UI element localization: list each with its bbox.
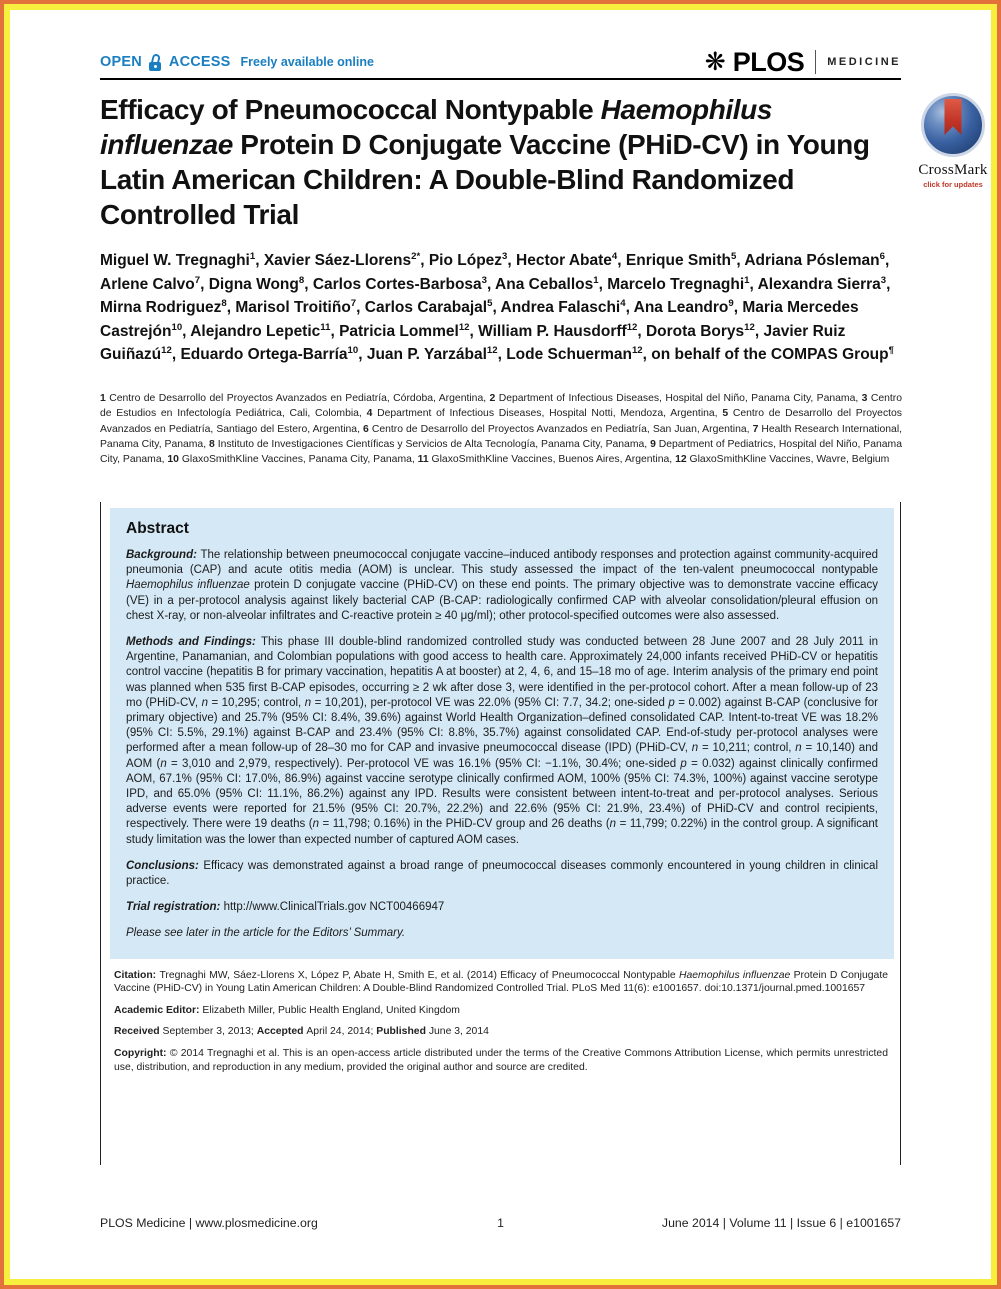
plos-wordmark: PLOS (732, 46, 805, 77)
academic-editor-text: Academic Editor: Elizabeth Miller, Public Health England, United Kingdom (114, 1004, 460, 1016)
abstract-heading: Abstract (126, 520, 189, 537)
citation-block (101, 967, 900, 1075)
article-title: Efficacy of Pneumococcal Nontypable Haemophilus influenzae Protein D Conjugate Vaccine (PHiD-CV) in Young Latin American Children: A Double-Blind Randomized Controlled Trial (100, 94, 870, 230)
crossmark-ribbon-icon (945, 99, 962, 135)
author-list: Miguel W. Tregnaghi$^1$, Xavier Sáez-Llorens$^{2*}$, Pio López$^3$, Hector Abate$^4$, Enrique Smith$^5$, Adriana Pósleman$^6$, Arlene Calvo$^7$, Digna Wong$^8$, Carlos Cortes-Barbosa$^3$, Ana Ceballos$^1$, Marcelo Tregnaghi$^1$, Alexandra Sierra$^3$, Mirna Rodriguez$^8$, Marisol Troitiño$^7$, Carlos Carabajal$^5$, Andrea Falaschi$^4$, Ana Leandro$^9$, Maria Mercedes Castrejón$^{10}$, Alejandro Lepetic$^{11}$, Patricia Lommel$^{12}$, William P. Hausdorff$^{12}$, Dorota Borys$^{12}$, Javier Ruiz Guiñazú$^{12}$, Eduardo Ortega-Barría$^{10}$, Juan P. Yarzábal$^{12}$, Lode Schuerman$^{12}$, on behalf of the COMPAS Group¶ (100, 250, 894, 363)
dates-text: Received September 3, 2013; Accepted April 24, 2014; Published June 3, 2014 (114, 1026, 489, 1038)
open-access-access-label: ACCESS (168, 54, 231, 70)
footer-journal: PLOS Medicine | www.plosmedicine.org (100, 1216, 318, 1230)
content-frame (100, 502, 901, 1165)
footer-page-number: 1 (497, 1216, 504, 1230)
plos-sunburst-icon: ❋ (704, 47, 726, 76)
footer-issue-info: June 2014 | Volume 11 | Issue 6 | e1001657 (661, 1216, 901, 1230)
abstract-methods: Methods and Findings: This phase III double-blind randomized controlled study was conducted between 28 June 2007 and 28 July 2011 in Argentine, Panamanian, and Colombian populations with good access to health care. Approximately 24,000 infants received PHiD-CV or hepatitis control vaccine (hepatitis B for primary vaccination, hepatitis A at booster) at 2, 4, 6, and 15–18 mo of age. Interim analysis of the primary end point was planned when 535 first B-CAP episodes, occurring ≥ 2 wk after dose 3, were identified in the per-protocol cohort. After a mean follow-up of 23 mo (PHiD-CV, n = 10,295; control, n = 10,201), per-protocol VE was 22.0% (95% CI: 7.7, 34.2; one-sided p = 0.002) against B-CAP (conclusive for primary objective) and 25.7% (95% CI: 8.4%, 39.6%) against World Health Organization–defined consolidated CAP. Intent-to-treat VE was 18.2% (95% CI: 5.5%, 29.1%) against B-CAP and 23.4% (95% CI: 8.8%, 35.7%) against consolidated CAP. End-of-study per-protocol analyses were performed after a mean follow-up of 28–30 mo for CAP and invasive pneumococcal disease (IPD) (PHiD-CV, n = 10,211; control, n = 10,140) and AOM (n = 3,010 and 2,979, respectively). Per-protocol VE was 16.1% (95% CI: −1.1%, 30.4%; one-sided p = 0.032) against clinically confirmed AOM, 67.1% (95% CI: 17.0%, 86.9%) against vaccine serotype clinically confirmed AOM, 100% (95% CI: 74.3%, 100%) against vaccine serotype IPD, and 65.0% (95% CI: 11.1%, 86.2%) against any IPD. Results were consistent between intent-to-treat and per-protocol analyses. Serious adverse events were reported for 21.5% (95% CI: 20.7%, 22.2%) and 22.6% (95% CI: 21.9%, 23.4%) of PHiD-CV and control recipients, respectively. There were 19 deaths (n = 11,798; 0.16%) in the PHiD-CV group and 26 deaths (n = 11,799; 0.22%) in the control group. A significant study limitation was the lower than expected number of captured AOM cases. (126, 636, 879, 846)
copyright-text: Copyright: © 2014 Tregnaghi et al. This is an open-access article distributed under the terms of the Creative Commons Attribution License, which permits unrestricted use, distribution, and reproduction in any medium, provided the original author and source are credited. (114, 1048, 888, 1073)
crossmark-subtitle: click for updates (923, 180, 983, 189)
abstract-box (110, 508, 894, 959)
page-inner (4, 4, 997, 1285)
logo-divider (815, 50, 816, 74)
open-lock-icon (148, 54, 163, 71)
affiliation-list: 1 Centro de Desarrollo del Proyectos Avanzados en Pediatría, Córdoba, Argentina, 2 Department of Infectious Diseases, Hospital del Niño, Panama City, Panama, 3 Centro de Estudios en Infectología Pediátrica, Cali, Colombia, 4 Department of Infectious Diseases, Hospital Notti, Mendoza, Argentina, 5 Centro de Desarrollo del Proyectos Avanzados en Pediatría, Santiago del Estero, Argentina, 6 Centro de Desarrollo del Proyectos Avanzados en Pediatría, San Juan, Argentina, 7 Health Research International, Panama City, Panama, 8 Instituto de Investigaciones Científicas y Servicios de Alta Tecnología, Panama City, Panama, 9 Department of Pediatrics, Hospital del Niño, Panama City, Panama, 10 GlaxoSmithKline Vaccines, Panama City, Panama, 11 GlaxoSmithKline Vaccines, Buenos Aires, Argentina, 12 GlaxoSmithKline Vaccines, Wavre, Belgium (100, 393, 903, 466)
crossmark-badge[interactable] (908, 93, 997, 189)
citation-text: Citation: Tregnaghi MW, Sáez-Llorens X, López P, Abate H, Smith E, et al. (2014) Efficacy of Pneumococcal Nontypable Haemophilus influenzae Protein D Conjugate Vaccine (PHiD-CV) in Young Latin American Children: A Double-Blind Randomized Controlled Trial. PLoS Med 11(6): e1001657. doi:10.1371/journal.pmed.1001657 (114, 969, 888, 995)
header-rule (100, 78, 901, 80)
abstract-trial-registration[interactable]: Trial registration: http://www.ClinicalTrials.gov NCT00466947 (126, 901, 445, 914)
freely-available-label: Freely available online (240, 55, 374, 69)
abstract-editors-note: Please see later in the article for the Editors’ Summary. (126, 927, 406, 940)
plos-logo (705, 47, 901, 78)
crossmark-title: CrossMark (918, 162, 988, 178)
open-access-open-label: OPEN (100, 54, 142, 70)
open-access-group (100, 54, 374, 71)
header-bar (100, 44, 901, 80)
journal-name: MEDICINE (827, 56, 901, 68)
abstract-conclusions: Conclusions: Efficacy was demonstrated against a broad range of pneumococcal diseases commonly encountered in young children in clinical practice. (126, 859, 878, 888)
abstract-background: Background: The relationship between pneumococcal conjugate vaccine–induced antibody responses and protection against community-acquired pneumonia (CAP) and acute otitis media (AOM) is unclear. This study assessed the impact of the ten-valent pneumococcal nontypable Haemophilus influenzae protein D conjugate vaccine (PHiD-CV) on these end points. The primary objective was to demonstrate vaccine efficacy (VE) in a per-protocol analysis against likely bacterial CAP (B-CAP: radiologically confirmed CAP with alveolar consolidation/pleural effusion on chest X-ray, or non-alveolar infiltrates and C-reactive protein ≥ 40 μg/ml); other protocol-specified outcomes were also assessed. (126, 549, 878, 622)
crossmark-circle-icon (921, 93, 985, 157)
